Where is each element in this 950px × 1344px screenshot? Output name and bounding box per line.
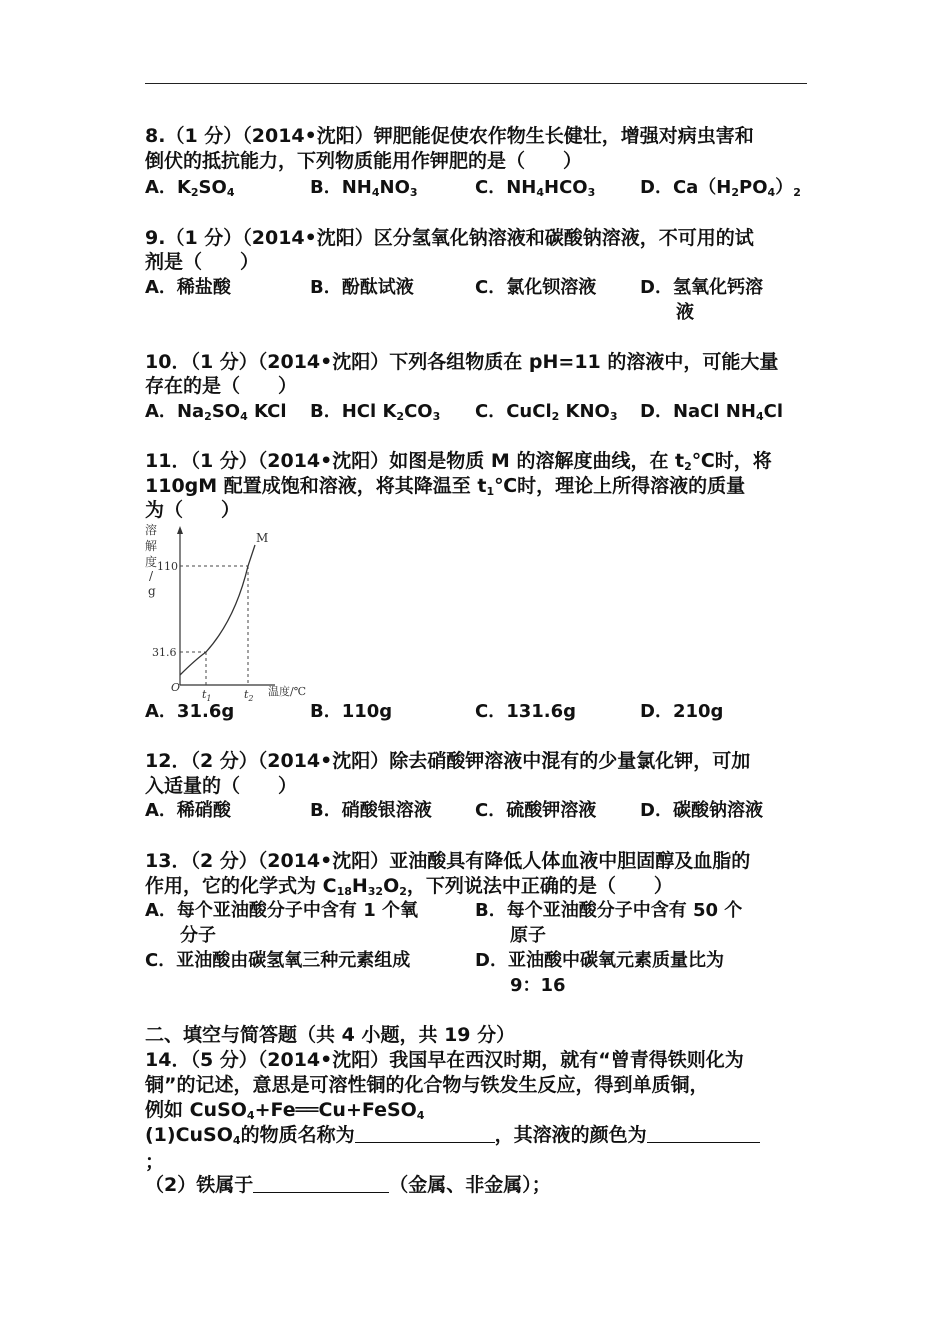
q10-option-c[interactable]: C．CuCl$_2$ $KNO_3$: [475, 401, 618, 423]
q9-stem-line1: 9.（1 分）（2014•沈阳）区分氢氧化钠溶液和碳酸钠溶液，不可用的试: [145, 227, 754, 249]
q11-option-b[interactable]: B．110g: [310, 701, 393, 722]
q8-stem-line2: 倒伏的抵抗能力，下列物质能用作钾肥的是（ ）: [145, 150, 583, 172]
q13-option-d-cont: 9：16: [510, 975, 566, 996]
q9-option-c[interactable]: C．氯化钡溶液: [475, 277, 597, 298]
q13-stem-line2: 作用，它的化学式为 $C_{18}H_{32}O_2$，下列说法中正确的是（ ）: [145, 875, 673, 898]
q12-option-d[interactable]: D．碳酸钠溶液: [640, 800, 763, 821]
q9-option-b[interactable]: B．酚酞试液: [310, 277, 414, 298]
q13-option-a[interactable]: A．每个亚油酸分子中含有 1 个氧: [145, 900, 418, 921]
graph-origin: O: [171, 681, 181, 694]
q10-option-b[interactable]: B．HCl $K_2CO_3$: [310, 401, 441, 423]
q13-option-b-cont: 原子: [510, 925, 546, 946]
q8-option-a-label: A．: [145, 177, 177, 198]
q8-option-c-label: C．: [475, 177, 507, 198]
q8-option-a[interactable]: A．$K_2SO_4$: [145, 177, 235, 199]
q14-stem-line2: 铜”的记述，意思是可溶性铜的化合物与铁发生反应，得到单质铜，: [145, 1074, 709, 1096]
q10-stem-line1: 10．（1 分）（2014•沈阳）下列各组物质在 pH=11 的溶液中，可能大量: [145, 351, 779, 373]
q14-part1: (1)CuSO$_4$的物质名称为 ，其溶液的颜色为: [145, 1123, 760, 1147]
q14-part1-end: ；: [145, 1151, 165, 1173]
graph-xtick-t1: $t_1$: [202, 688, 212, 703]
graph-ylabel-char-0: 溶: [145, 523, 158, 537]
q14-blank-color[interactable]: [647, 1124, 760, 1143]
graph-xtick-t2: $t_2$: [244, 688, 254, 703]
graph-curve-label: M: [256, 531, 269, 545]
q13-option-c[interactable]: C．亚油酸由碳氢氧三种元素组成: [145, 950, 411, 971]
header-rule: [145, 83, 807, 84]
graph-ylabel-char-1: 解: [145, 539, 158, 553]
q12-option-b[interactable]: B．硝酸银溶液: [310, 800, 432, 821]
q11-option-a[interactable]: A．31.6g: [145, 701, 235, 722]
q9-option-d[interactable]: D．氢氧化钙溶: [640, 277, 763, 298]
q13-stem-line1: 13．（2 分）（2014•沈阳）亚油酸具有降低人体血液中胆固醇及血脂的: [145, 850, 751, 872]
graph-curve-m: [180, 545, 255, 675]
q8-option-b-label: B．: [310, 177, 342, 198]
q14-stem-line1: 14．（5 分）（2014•沈阳）我国早在西汉时期，就有“曾青得铁则化为: [145, 1049, 744, 1071]
q9-stem-line2: 剂是（ ）: [145, 251, 260, 273]
q9-option-d-cont: 液: [676, 302, 694, 323]
q11-option-c[interactable]: C．131.6g: [475, 701, 577, 722]
q8-option-d-label: D．: [640, 177, 673, 198]
q11-stem-line1: 11．（1 分）（2014•沈阳）如图是物质 M 的溶解度曲线，在 $t_2℃$时，将: [145, 450, 772, 473]
q10-option-d[interactable]: D．NaCl $NH_4Cl$: [640, 401, 783, 423]
q10-stem-line2: 存在的是（ ）: [145, 375, 298, 397]
q14-blank-metal[interactable]: [253, 1174, 389, 1193]
q10-option-a[interactable]: A．$Na_2SO_4$ KCl: [145, 401, 287, 423]
graph-ytick-31-6: 31.6: [152, 646, 177, 659]
q13-option-d[interactable]: D．亚油酸中碳氧元素质量比为: [475, 950, 724, 971]
graph-ytick-110: 110: [157, 560, 178, 573]
q8-option-c[interactable]: C．$NH_4HCO_3$: [475, 177, 596, 199]
section2-title: 二、填空与简答题（共 4 小题，共 19 分）: [145, 1024, 516, 1046]
q13-option-a-cont: 分子: [180, 925, 216, 946]
q8-option-b[interactable]: B．$NH_4NO_3$: [310, 177, 418, 199]
q14-part2: （2）铁属于 （金属、非金属）；: [145, 1174, 551, 1196]
q12-option-a[interactable]: A．稀硝酸: [145, 800, 231, 821]
graph-ylabel-char-2: 度: [145, 555, 158, 569]
q8-option-d[interactable]: D．$Ca(H_2PO_4)_2$: [640, 177, 801, 199]
graph-xlabel: 温度/℃: [268, 685, 307, 698]
q8-stem-line1: 8.（1 分）（2014•沈阳）钾肥能促使农作物生长健壮，增强对病虫害和: [145, 125, 754, 147]
q12-stem-line1: 12．（2 分）（2014•沈阳）除去硝酸钾溶液中混有的少量氯化钾，可加: [145, 750, 751, 772]
q11-stem-line3: 为（ ）: [145, 499, 241, 521]
q12-stem-line2: 入适量的（ ）: [145, 775, 298, 797]
q12-option-c[interactable]: C．硫酸钾溶液: [475, 800, 597, 821]
q11-stem-line2: 110gM 配置成饱和溶液，将其降温至 $t_1℃$时，理论上所得溶液的质量: [145, 475, 746, 498]
graph-ylabel-char-4: g: [148, 584, 156, 598]
q14-stem-line3: 例如 CuSO$_4$+Fe══Cu+FeSO$_4$: [145, 1099, 425, 1122]
graph-y-arrow: [177, 526, 183, 534]
q9-option-a[interactable]: A．稀盐酸: [145, 277, 231, 298]
graph-ylabel-char-3: /: [149, 569, 154, 583]
q13-option-b[interactable]: B．每个亚油酸分子中含有 50 个: [475, 900, 743, 921]
q14-blank-name[interactable]: [355, 1124, 495, 1143]
q11-option-d[interactable]: D．210g: [640, 701, 724, 722]
solubility-graph: [140, 520, 330, 705]
